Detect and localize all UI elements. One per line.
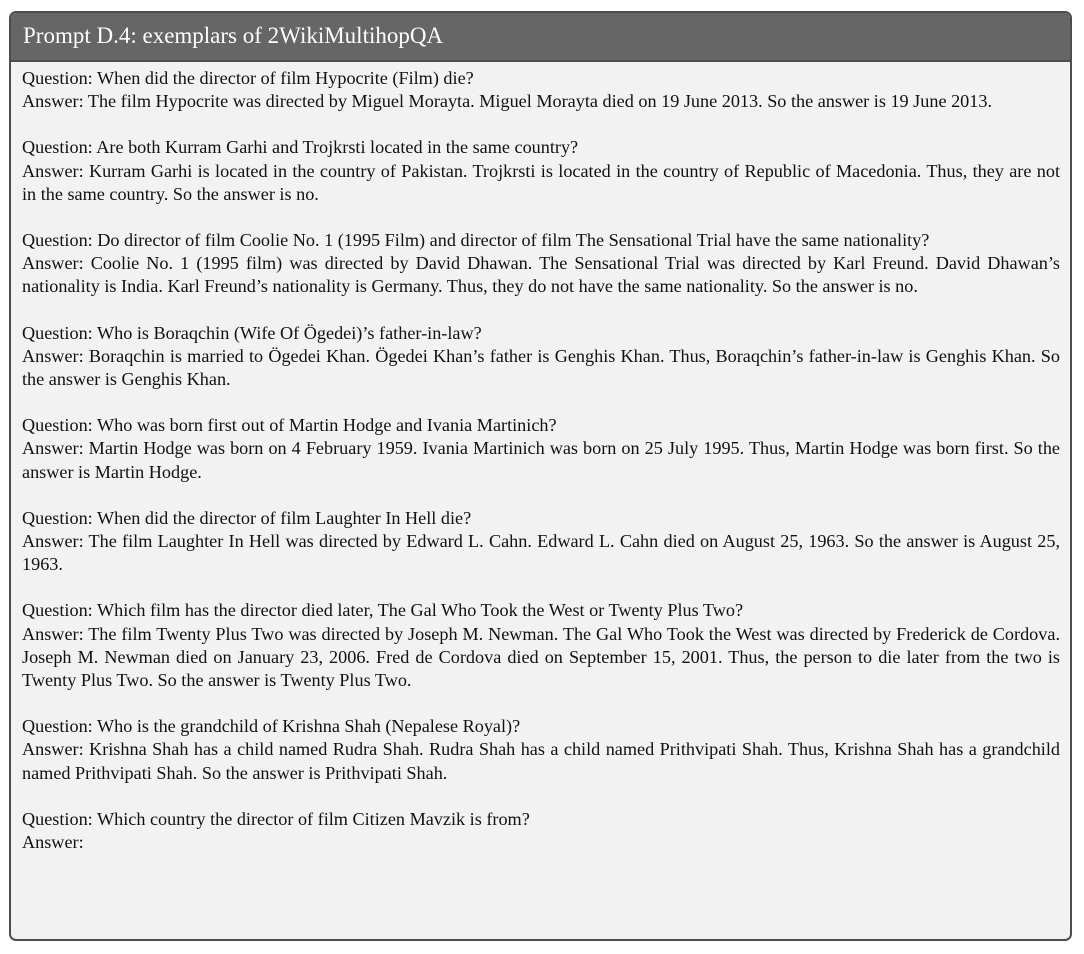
- exemplar-question: Question: Are both Kurram Garhi and Trojkrsti located in the same country?: [22, 137, 579, 158]
- exemplar-question: Question: Who is the grandchild of Krishna Shah (Nepalese Royal)?: [22, 716, 521, 737]
- target-question: Question: Which country the director of film Citizen Mavzik is from?: [22, 808, 530, 829]
- exemplar-answer: Answer: Boraqchin is married to Ögedei Khan. Ögedei Khan’s father is Genghis Khan. Thus, Boraqchin’s father-in-law is Genghis Khan. So the answer is Genghis Khan.: [22, 345, 1060, 390]
- exemplar-answer: Answer: The film Laughter In Hell was directed by Edward L. Cahn. Edward L. Cahn died on August 25, 1963. So the answer is August 25, 1963.: [22, 531, 1060, 575]
- exemplar-answer: Answer: Krishna Shah has a child named Rudra Shah. Rudra Shah has a child named Prithvipati Shah. Thus, Krishna Shah has a grandchild named Prithvipati Shah. So the answer is Prithvipati Shah.: [22, 739, 1060, 783]
- exemplar: [22, 715, 1060, 785]
- exemplar-question: Question: Who was born first out of Martin Hodge and Ivania Martinich?: [22, 415, 557, 436]
- exemplar-answer: Answer: The film Hypocrite was directed by Miguel Morayta. Miguel Morayta died on 19 June 2013. So the answer is 19 June 2013.: [22, 91, 992, 112]
- exemplar: [22, 322, 1060, 392]
- exemplar-question: Question: Who is Boraqchin (Wife Of Ögedei)’s father-in-law?: [22, 322, 482, 343]
- exemplar-answer: Answer: The film Twenty Plus Two was directed by Joseph M. Newman. The Gal Who Took the West was directed by Frederick de Cordova. Joseph M. Newman died on January 23, 2006. Fred de Cordova died on September 15, 2001. Thus, the person to die later from the two is Twenty Plus Two. So the answer is Twenty Plus Two.: [22, 623, 1060, 691]
- exemplar: [22, 67, 1060, 113]
- exemplar-question: Question: Which film has the director died later, The Gal Who Took the West or Twenty Plus Two?: [22, 600, 744, 621]
- prompt-body: [11, 62, 1070, 854]
- prompt-box: [9, 11, 1072, 941]
- exemplar: [22, 599, 1060, 692]
- exemplar: [22, 136, 1060, 206]
- exemplar-answer: Answer: Kurram Garhi is located in the country of Pakistan. Trojkrsti is located in the country of Republic of Macedonia. Thus, they are not in the same country. So the answer is no.: [22, 160, 1060, 204]
- target-answer: Answer:: [22, 832, 84, 853]
- exemplar-question: Question: When did the director of film Laughter In Hell die?: [22, 507, 472, 528]
- prompt-title: Prompt D.4: exemplars of 2WikiMultihopQA: [23, 23, 444, 48]
- prompt-header: [11, 13, 1070, 62]
- exemplar: [22, 229, 1060, 299]
- exemplar-target: [22, 808, 1060, 854]
- exemplar-answer: Answer: Coolie No. 1 (1995 film) was directed by David Dhawan. The Sensational Trial was directed by Karl Freund. David Dhawan’s nationality is India. Karl Freund’s nationality is Germany. Thus, they do not have the same nationality. So the answer is no.: [22, 253, 1060, 297]
- exemplar-question: Question: Do director of film Coolie No. 1 (1995 Film) and director of film The Sensational Trial have the same nationality?: [22, 230, 930, 251]
- exemplar-answer: Answer: Martin Hodge was born on 4 February 1959. Ivania Martinich was born on 25 July 1995. Thus, Martin Hodge was born first. So the answer is Martin Hodge.: [22, 438, 1060, 482]
- exemplar: [22, 507, 1060, 577]
- exemplar: [22, 414, 1060, 484]
- exemplar-question: Question: When did the director of film Hypocrite (Film) die?: [22, 68, 474, 88]
